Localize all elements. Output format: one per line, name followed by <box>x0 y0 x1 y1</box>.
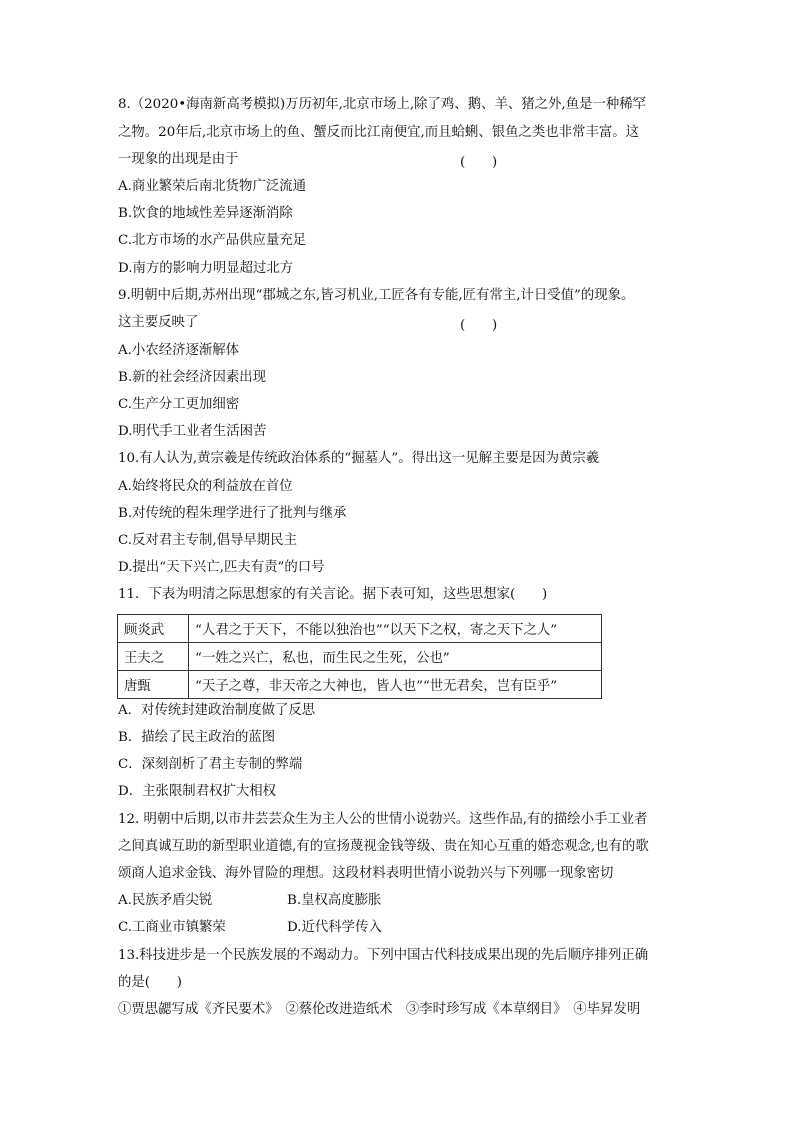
q12-stem-line3: 颂商人追求金钱、海外冒险的理想。这段材料表明世情小说勃兴与下列哪一现象密切 <box>118 866 614 881</box>
q8-option-d: D.南方的影响力明显超过北方 <box>118 261 294 276</box>
q13-stem-line2: 的是( ) <box>118 975 183 990</box>
q11-stem-line1: 11．下表为明清之际思想家的有关言论。据下表可知，这些思想家( ) <box>118 587 548 602</box>
q10-option-c: C.反对君主专制,倡导早期民主 <box>118 533 297 548</box>
q10-option-a: A.始终将民众的利益放在首位 <box>118 479 293 494</box>
q12-option-b: B.皇权高度膨胀 <box>287 893 382 908</box>
q13-stem-line1: 13.科技进步是一个民族发展的不竭动力。下列中国古代科技成果出现的先后顺序排列正确 <box>118 948 649 963</box>
q12-option-a: A.民族矛盾尖锐 <box>118 893 213 908</box>
q10-stem-line1: 10.有人认为,黄宗羲是传统政治体系的“掘墓人”。得出这一见解主要是因为黄宗羲 <box>118 451 600 466</box>
q8-option-a: A.商业繁荣后南北货物广泛流通 <box>118 179 307 194</box>
q12-option-c: C.工商业市镇繁荣 <box>118 920 226 935</box>
q9-answer-paren: ( ) <box>460 318 498 333</box>
q11-option-d: D．主张限制君权扩大相权 <box>118 784 277 799</box>
thinker-name: 王夫之 <box>118 643 189 671</box>
q12-option-d: D.近代科学传入 <box>287 920 382 935</box>
table-row <box>118 643 602 671</box>
q8-stem-line3: 一现象的出现是由于 <box>118 152 239 167</box>
q10-option-d: D.提出“天下兴亡,匹夫有责”的口号 <box>118 560 325 575</box>
table-row <box>118 615 602 643</box>
q9-stem-line2: 这主要反映了 <box>118 315 199 330</box>
thinker-quote: “一姓之兴亡，私也，而生民之生死，公也” <box>189 643 602 671</box>
q8-stem-line1: 8.（2020•海南新高考模拟)万历初年,北京市场上,除了鸡、鹅、羊、猪之外,鱼是一种稀罕 <box>118 97 647 112</box>
q9-option-d: D.明代手工业者生活困苦 <box>118 424 267 439</box>
q8-option-b: B.饮食的地域性差异逐渐消除 <box>118 206 293 221</box>
thinker-quote: “人君之于天下，不能以独治也”“以天下之权，寄之天下之人” <box>189 615 602 643</box>
q8-stem-line2: 之物。20年后,北京市场上的鱼、蟹反而比江南便宜,而且蛤蜊、银鱼之类也非常丰富。这 <box>118 125 640 140</box>
q13-stem-line3: ①贾思勰写成《齐民要术》 ②蔡伦改进造纸术 ③李时珍写成《本草纲目》 ④毕昇发明 <box>118 1002 641 1017</box>
q9-option-c: C.生产分工更加细密 <box>118 397 240 412</box>
thinker-quote: “天子之尊，非天帝之大神也，皆人也”“世无君矣，岂有臣乎” <box>189 671 602 699</box>
q8-option-c: C.北方市场的水产品供应量充足 <box>118 233 307 248</box>
table-row <box>118 671 602 699</box>
q12-stem-line2: 之间真诚互助的新型职业道德,有的宣扬蔑视金钱等级、贵在知心互重的婚恋观念,也有的歌 <box>118 839 649 854</box>
q9-option-a: A.小农经济逐渐解体 <box>118 343 240 358</box>
q12-stem-line1: 12. 明朝中后期,以市井芸芸众生为主人公的世情小说勃兴。这些作品,有的描绘小手工业者 <box>118 812 648 827</box>
thinker-name: 顾炎武 <box>118 615 189 643</box>
q11-option-b: B．描绘了民主政治的蓝图 <box>118 730 276 745</box>
thinker-name: 唐甄 <box>118 671 189 699</box>
q11-quote-table <box>117 614 602 699</box>
q10-option-b: B.对传统的程朱理学进行了批判与继承 <box>118 506 347 521</box>
q11-option-a: A．对传统封建政治制度做了反思 <box>118 703 316 718</box>
q9-stem-line1: 9.明朝中后期,苏州出现“郡城之东,皆习机业,工匠各有专能,匠有常主,计日受值”的现象。 <box>118 288 635 303</box>
q9-option-b: B.新的社会经济因素出现 <box>118 370 267 385</box>
q11-option-c: C．深刻剖析了君主专制的弊端 <box>118 757 303 772</box>
q8-answer-paren: ( ) <box>460 155 498 170</box>
